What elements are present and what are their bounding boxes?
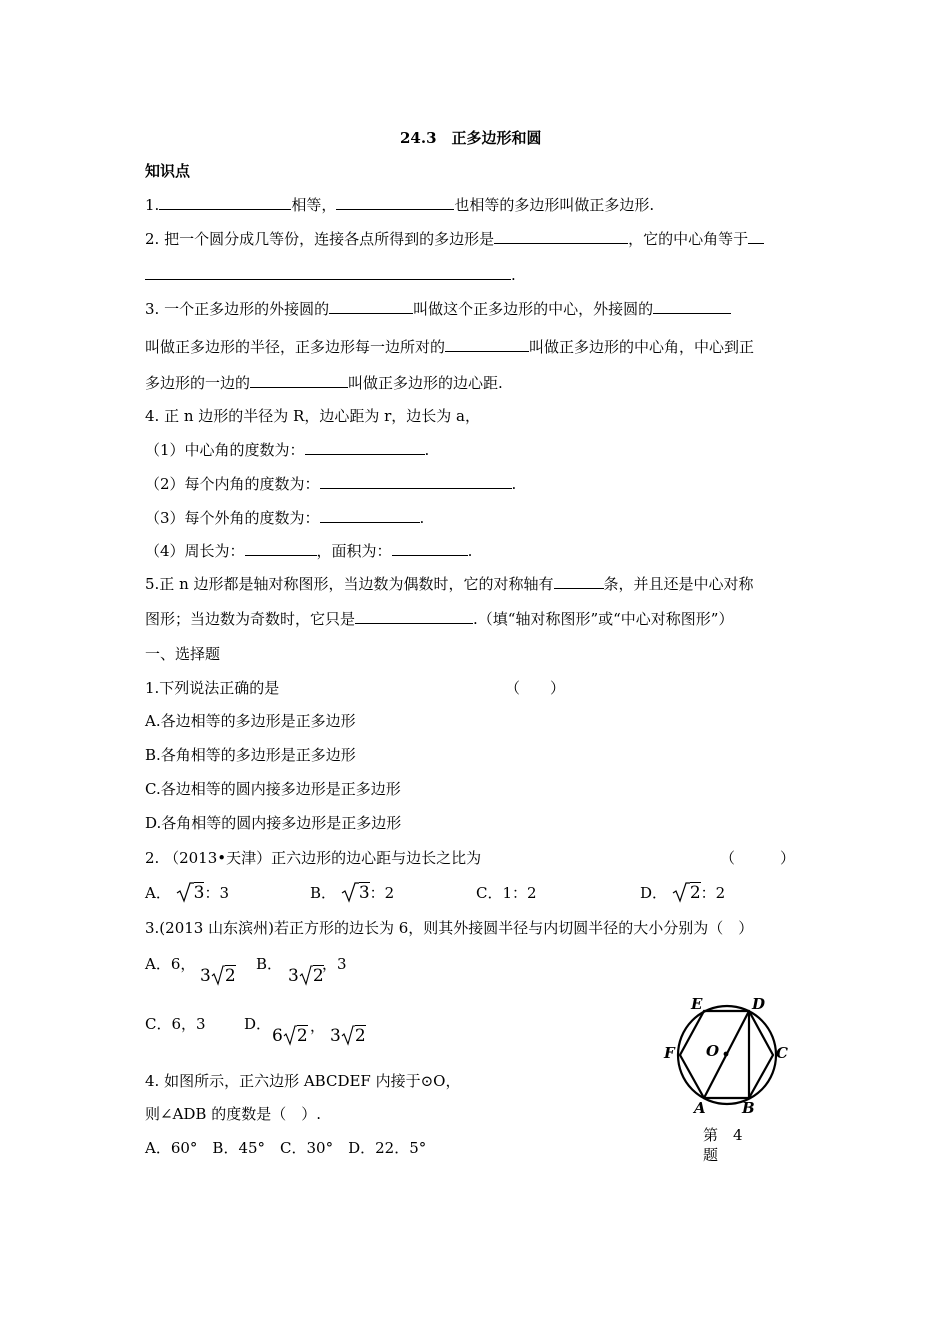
knowledge-3-line3: 多边形的一边的 叫做正多边形的边心距. [145,374,503,392]
sqrt-icon [176,881,194,903]
label-a: A [694,1099,706,1117]
knowledge-heading: 知识点 [145,162,191,180]
question-2-option-d: D． 2：2 [640,883,726,903]
question-1-option-a: A.各边相等的多边形是正多边形 [145,712,356,730]
question-1-paren: （ ） [505,679,566,697]
question-3-option-d-value: 6 2 [272,1026,308,1046]
center-dot [724,1052,729,1057]
question-1-option-b: B.各角相等的多边形是正多边形 [145,746,356,764]
knowledge-1: 1. 相等， 也相等的多边形叫做正多边形. [145,196,655,214]
knowledge-3-line1: 3. 一个正多边形的外接圆的 叫做这个正多边形的中心，外接圆的 [145,299,731,319]
sqrt-icon [672,881,690,903]
question-2-paren: （ ） [720,849,796,867]
question-3-option-a: A．6， [145,955,196,973]
knowledge-3-line2: 叫做正多边形的半径，正多边形每一边所对的 叫做正多边形的中心角，中心到正 [145,338,755,356]
sqrt-icon [283,1024,297,1046]
label-o: O [706,1042,720,1060]
label-e: E [691,995,703,1013]
sqrt-icon [341,1024,355,1046]
question-1-option-c: C.各边相等的圆内接多边形是正多边形 [145,780,401,798]
knowledge-4-item-4: （4）周长为： ，面积为： . [145,542,473,560]
label-c: C [776,1044,788,1062]
question-2-stem: 2. （2013•天津）正六边形的边心距与边长之比为 [145,849,482,867]
knowledge-5-line2: 图形；当边数为奇数时，它只是 .（填“轴对称图形”或“中心对称图形”） [145,610,734,628]
knowledge-2: 2. 把一个圆分成几等份，连接各点所得到的多边形是 ，它的中心角等于 [145,229,764,249]
hexagon-figure [660,992,800,1122]
question-1-option-d: D.各角相等的圆内接多边形是正多边形 [145,814,402,832]
sqrt-icon [341,881,359,903]
question-3-option-b: B． [256,955,283,973]
knowledge-4-item-2: （2）每个内角的度数为： . [145,475,517,493]
figure-caption-1: 第 4 [703,1126,743,1144]
question-3-option-c: C．6，3 [145,1015,206,1033]
knowledge-4-item-3: （3）每个外角的度数为： . [145,509,425,527]
page-title: 24.3 正多边形和圆 [400,129,542,147]
question-4-stem: 4. 如图所示，正六边形 ABCDEF 内接于⊙O， [145,1072,461,1090]
question-3-option-d-sep: ， [310,1017,326,1035]
question-3-option-d: D． [244,1015,272,1033]
question-3-option-d-value-2: 3 2 [330,1026,366,1046]
sqrt-icon [299,964,313,986]
knowledge-2-cont: . [145,265,516,285]
knowledge-5-line1: 5.正 n 边形都是轴对称图形，当边数为偶数时，它的对称轴有 条，并且还是中心对称 [145,575,754,593]
question-2-option-c: C．1：2 [476,884,537,902]
knowledge-4-item-1: （1）中心角的度数为： . [145,441,430,459]
question-3-option-a-value: 3 2 [200,966,236,986]
question-4-options: A．60° B．45° C．30° D．22．5° [145,1139,427,1157]
figure-caption-2: 题 [703,1146,719,1164]
knowledge-4-intro: 4. 正 n 边形的半径为 R，边心距为 r，边长为 a， [145,407,480,425]
question-4-stem-2: 则∠ADB 的度数是（ ）. [145,1105,321,1123]
label-f: F [664,1044,675,1062]
question-3-option-b-value: 3 2 [288,966,324,986]
section-heading: 一、选择题 [145,645,221,663]
label-b: B [742,1099,755,1117]
question-2-option-a: A． 3：3 [145,883,229,903]
question-3-option-b-tail: ，3 [322,955,347,973]
question-1-stem: 1.下列说法正确的是 [145,679,280,697]
label-d: D [752,995,766,1013]
question-2-option-b: B． 3：2 [310,883,395,903]
question-3-stem: 3.(2013 山东滨州)若正方形的边长为 6，则其外接圆半径与内切圆半径的大小分别为（ ） [145,919,754,937]
sqrt-icon [211,964,225,986]
